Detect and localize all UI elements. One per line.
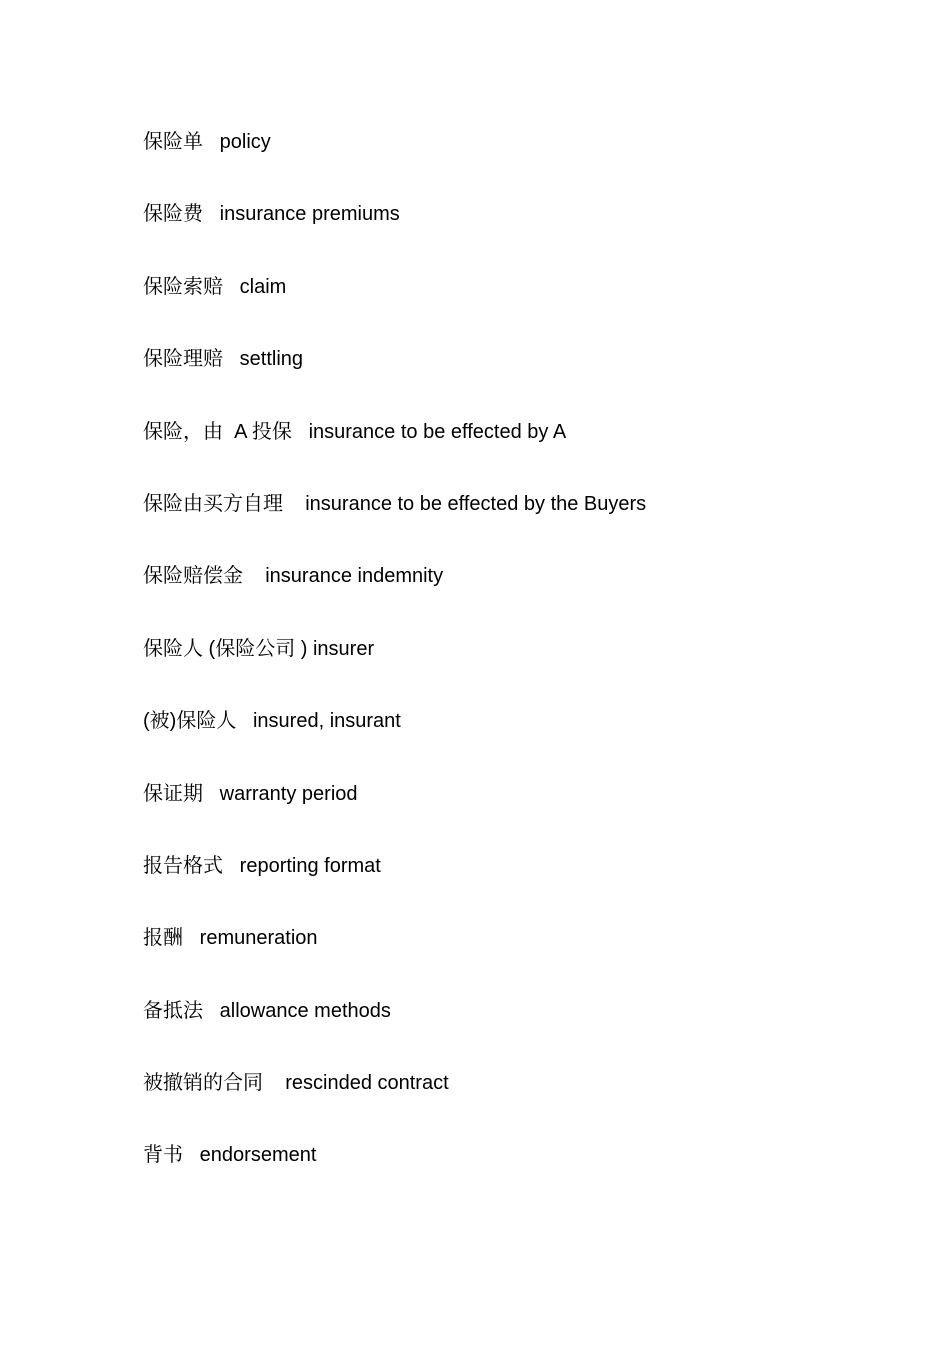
glossary-entry: 报告格式 reporting format [143,854,381,877]
glossary-entry: 保险费 insurance premiums [143,203,400,226]
glossary-entry: 报酬 remuneration [143,927,318,950]
glossary-entry: 保险赔偿金 insurance indemnity [143,565,444,588]
glossary-entry: 背书 endorsement [143,1144,317,1167]
glossary-entry: 保险索赔 claim [143,275,287,298]
glossary-entry: 保险理赔 settling [143,348,304,371]
glossary-entry: 保证期 warranty period [143,782,358,805]
glossary-entry: 备抵法 allowance methods [143,999,391,1022]
glossary-entry: 被撤销的合同 rescinded contract [143,1072,449,1095]
glossary-entry: 保险，由 A 投保 insurance to be effected by A [143,420,567,443]
glossary-entry: (被)保险人 insured, insurant [143,710,401,733]
glossary-entry: 保险单 policy [143,131,271,153]
glossary-list [143,128,646,1214]
glossary-entry: 保险由买方自理 insurance to be effected by the Buyers [143,492,647,515]
glossary-entry: 保险人 (保险公司 ) insurer [143,637,375,660]
